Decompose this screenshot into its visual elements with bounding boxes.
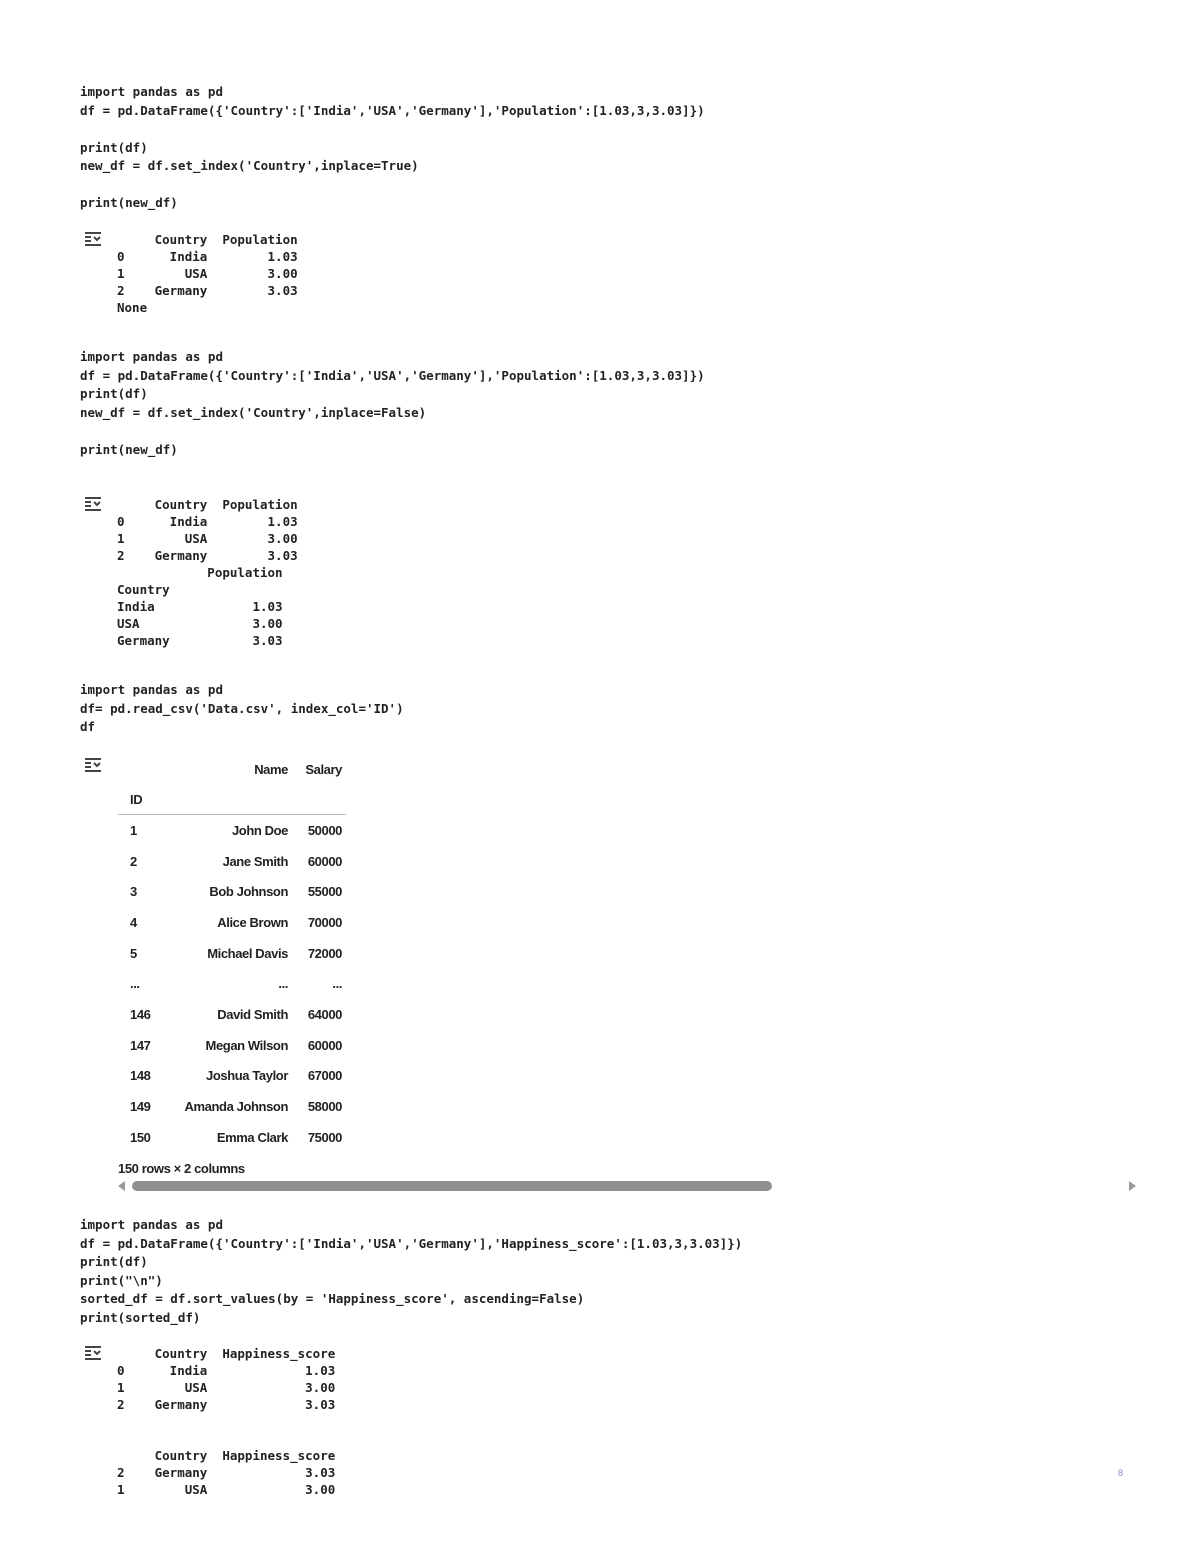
scroll-left-arrow-icon[interactable] — [118, 1181, 125, 1191]
column-header-salary: Salary — [305, 761, 342, 777]
table-row — [118, 938, 346, 969]
header-spacer — [292, 784, 346, 815]
row-index: 146 — [130, 1006, 151, 1022]
row-index: 4 — [130, 914, 137, 930]
table-row — [118, 1061, 346, 1092]
row-index: 147 — [130, 1037, 151, 1053]
table-body — [118, 815, 346, 1153]
cell-name: John Doe — [231, 822, 288, 838]
row-index: 150 — [130, 1129, 151, 1145]
table-shape-note: 150 rows × 2 columns — [118, 1161, 245, 1176]
code-cell-1[interactable]: import pandas as pd df = pd.DataFrame({'Country':['India','USA','Germany'],'Population':[1.03,3,3.03]}) print(df) new_df = df.set_index('Country',inplace=True) print(new_df) — [80, 84, 705, 210]
row-index: ... — [130, 976, 140, 992]
output-toggle-icon[interactable] — [83, 1345, 105, 1363]
cell-salary: 70000 — [307, 914, 342, 930]
output-toggle-icon[interactable] — [83, 757, 105, 775]
header-spacer — [168, 784, 292, 815]
code-cell-4[interactable]: import pandas as pd df = pd.DataFrame({'Country':['India','USA','Germany'],'Happiness_score':[1.03,3,3.03]}) print(df) print("\n") sorted_df = df.sort_values(by = 'Happiness_score', ascending=False) print(sorted_df) — [80, 1217, 743, 1325]
column-header-name: Name — [254, 761, 288, 777]
output-toggle-icon[interactable] — [83, 496, 105, 514]
table-row — [118, 846, 346, 877]
table-row — [118, 907, 346, 938]
cell-salary: 58000 — [307, 1099, 342, 1115]
cell-name: David Smith — [217, 1006, 288, 1022]
output-toggle-icon[interactable] — [83, 231, 105, 249]
table-row — [118, 968, 346, 999]
row-index: 148 — [130, 1068, 151, 1084]
table-row — [118, 999, 346, 1030]
cell-salary: 55000 — [307, 884, 342, 900]
table-row — [118, 815, 346, 846]
scroll-thumb[interactable] — [132, 1181, 772, 1191]
index-name: ID — [118, 784, 168, 815]
cell-name: ... — [278, 976, 288, 992]
output-cell-4: Country Happiness_score 0 India 1.03 1 USA 3.00 2 Germany 3.03 Country Happiness_score 2 Germany 3.03 1 USA 3.00 — [117, 1346, 336, 1497]
cell-salary: 72000 — [307, 945, 342, 961]
row-index: 1 — [130, 822, 137, 838]
cell-salary: 50000 — [307, 822, 342, 838]
dataframe-table — [118, 754, 346, 1153]
cell-name: Joshua Taylor — [206, 1068, 288, 1084]
cell-salary: 60000 — [307, 853, 342, 869]
index-header-blank — [118, 754, 168, 784]
cell-salary: 60000 — [307, 1037, 342, 1053]
cell-name: Jane Smith — [222, 853, 288, 869]
horizontal-scrollbar[interactable] — [118, 1180, 1138, 1192]
output-cell-1: Country Population 0 India 1.03 1 USA 3.00 2 Germany 3.03 None — [117, 232, 298, 315]
code-cell-2[interactable]: import pandas as pd df = pd.DataFrame({'Country':['India','USA','Germany'],'Population':[1.03,3,3.03]}) print(df) new_df = df.set_index('Country',inplace=False) print(new_df) — [80, 349, 705, 457]
row-index: 149 — [130, 1099, 151, 1115]
cell-salary: 75000 — [307, 1129, 342, 1145]
cell-salary: 67000 — [307, 1068, 342, 1084]
cell-name: Alice Brown — [217, 914, 288, 930]
table-row — [118, 1030, 346, 1061]
cell-name: Emma Clark — [216, 1129, 288, 1145]
cell-name: Michael Davis — [207, 945, 288, 961]
code-cell-3[interactable]: import pandas as pd df= pd.read_csv('Data.csv', index_col='ID') df — [80, 682, 404, 734]
cell-salary: 64000 — [307, 1006, 342, 1022]
cell-salary: ... — [332, 976, 342, 992]
output-cell-2: Country Population 0 India 1.03 1 USA 3.00 2 Germany 3.03 Population Country India 1.03 USA 3.00 Germany 3.03 — [117, 497, 298, 648]
row-index: 2 — [130, 853, 137, 869]
row-index: 3 — [130, 884, 137, 900]
cell-name: Megan Wilson — [205, 1037, 288, 1053]
table-row — [118, 1122, 346, 1153]
row-index: 5 — [130, 945, 137, 961]
page-number: 8 — [1118, 1468, 1124, 1478]
scroll-right-arrow-icon[interactable] — [1129, 1181, 1136, 1191]
table-row — [118, 876, 346, 907]
cell-name: Bob Johnson — [209, 884, 288, 900]
cell-name: Amanda Johnson — [184, 1099, 288, 1115]
table-row — [118, 1091, 346, 1122]
